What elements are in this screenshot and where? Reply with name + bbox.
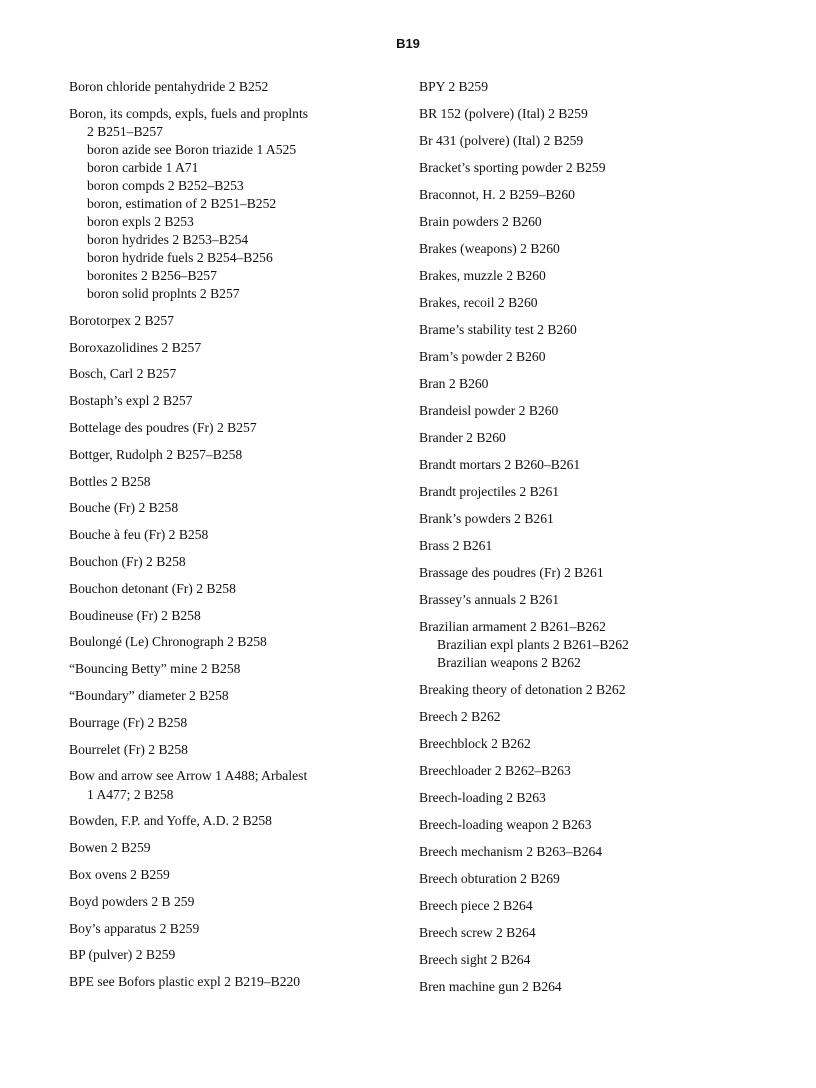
index-entry [69,473,399,491]
index-entry-heading: Boudineuse (Fr) 2 B258 [69,607,201,623]
index-entry-heading: BPE see Bofors plastic expl 2 B219–B220 [69,974,301,990]
index-entry [69,78,399,96]
index-entry [419,681,799,699]
index-entry-heading: Breech screw 2 B264 [419,925,536,940]
index-entry [419,978,799,996]
index-entry-heading: Brakes (weapons) 2 B260 [419,241,560,256]
index-subentry: boron solid proplnts 2 B257 [87,286,240,302]
index-entry [419,294,799,312]
index-entry-heading: Bouchon (Fr) 2 B258 [69,553,186,569]
index-entry [419,843,799,861]
index-entry [419,267,799,285]
index-entry [419,429,799,447]
index-subentry: boronites 2 B256–B257 [87,268,217,284]
index-entry [69,105,399,303]
index-entry-heading: Brassey’s annuals 2 B261 [419,592,560,607]
index-entry [69,446,399,464]
index-entry-heading: Brakes, muzzle 2 B260 [419,268,546,283]
index-entry [419,402,799,420]
index-entry [69,839,399,857]
index-entry-heading: Boy’s apparatus 2 B259 [69,920,200,936]
index-entry [69,526,399,544]
index-subentry: boron expls 2 B253 [87,214,194,230]
index-entry-heading: Breaking theory of detonation 2 B262 [419,682,626,697]
index-entry-heading: Bren machine gun 2 B264 [419,979,562,994]
index-entry [419,564,799,582]
index-entry [69,714,399,732]
index-entry [69,553,399,571]
index-entry-heading: Brander 2 B260 [419,430,506,445]
index-entry-heading: Box ovens 2 B259 [69,866,170,882]
page-number: B19 [396,36,420,51]
index-entry-heading: Breech 2 B262 [419,709,501,724]
index-entry-heading: Bottelage des poudres (Fr) 2 B257 [69,419,257,435]
index-entry [69,866,399,884]
index-entry [419,708,799,726]
index-entry-heading: Breechblock 2 B262 [419,736,531,751]
index-entry-heading: Brandeisl powder 2 B260 [419,403,559,418]
index-entry-heading: Borotorpex 2 B257 [69,312,174,328]
index-entry [69,973,399,991]
index-entry [419,618,799,672]
index-entry [69,893,399,911]
index-entry-heading: Bram’s powder 2 B260 [419,349,546,364]
index-entry-heading: Breech-loading weapon 2 B263 [419,817,592,832]
index-entry [69,392,399,410]
index-entry-heading: Bracket’s sporting powder 2 B259 [419,160,606,175]
index-entry [69,365,399,383]
index-entry-heading: Bottles 2 B258 [69,473,151,489]
index-entry-heading: Boyd powders 2 B 259 [69,893,195,909]
index-entry-heading: Breech sight 2 B264 [419,952,531,967]
index-subentry: boron carbide 1 A71 [87,160,199,176]
index-entry-heading: Bouchon detonant (Fr) 2 B258 [69,580,236,596]
index-entry [69,687,399,705]
index-entry [69,741,399,759]
index-entry-heading: Brame’s stability test 2 B260 [419,322,577,337]
index-entry-heading: Bosch, Carl 2 B257 [69,366,177,382]
index-entry-continuation: 1 A477; 2 B258 [87,786,174,802]
index-entry-heading: Br 431 (polvere) (Ital) 2 B259 [419,133,584,148]
index-entry-heading: Brass 2 B261 [419,538,493,553]
index-entry-heading: Bow and arrow see Arrow 1 A488; Arbalest [69,768,308,784]
index-entry [419,951,799,969]
index-entry [419,132,799,150]
index-entry [69,499,399,517]
index-entry [419,456,799,474]
index-entry-heading: Breechloader 2 B262–B263 [419,763,571,778]
index-entry [419,483,799,501]
index-entry [419,105,799,123]
index-entry [419,789,799,807]
index-entry [419,240,799,258]
index-subentry: Brazilian weapons 2 B262 [437,655,581,671]
index-entry [419,762,799,780]
index-entry-heading: Braconnot, H. 2 B259–B260 [419,187,575,202]
index-entry-heading: “Boundary” diameter 2 B258 [69,687,229,703]
index-entry-heading: Boroxazolidines 2 B257 [69,339,202,355]
index-entry [69,607,399,625]
index-entry [419,591,799,609]
index-subentry: Brazilian expl plants 2 B261–B262 [437,637,629,653]
index-entry [419,897,799,915]
index-entry-heading: Brassage des poudres (Fr) 2 B261 [419,565,604,580]
index-entry-heading: Brain powders 2 B260 [419,214,542,229]
index-entry-continuation: 2 B251–B257 [87,124,163,139]
index-entry-heading: Breech mechanism 2 B263–B264 [419,844,603,859]
index-entry [69,767,399,803]
index-entry [69,946,399,964]
index-entry [419,213,799,231]
index-entry-heading: BP (pulver) 2 B259 [69,947,176,963]
index-entry-heading: “Bouncing Betty” mine 2 B258 [69,661,241,677]
index-entry [419,159,799,177]
index-entry-heading: Breech piece 2 B264 [419,898,533,913]
index-entry [419,870,799,888]
index-entry [419,735,799,753]
index-entry-heading: Brazilian armament 2 B261–B262 [419,619,606,634]
index-entry-heading: Brakes, recoil 2 B260 [419,295,538,310]
index-entry [69,339,399,357]
index-entry-heading: Boulongé (Le) Chronograph 2 B258 [69,634,267,650]
index-entry-heading: Brandt projectiles 2 B261 [419,484,560,499]
index-entry-heading: Bouche à feu (Fr) 2 B258 [69,527,209,543]
index-entry [69,580,399,598]
index-entry-heading: Bostaph’s expl 2 B257 [69,393,193,409]
index-column-left [69,78,399,1000]
index-entry-heading: Bran 2 B260 [419,376,489,391]
index-entry [419,186,799,204]
index-entry [69,312,399,330]
index-subentry: boron azide see Boron triazide 1 A525 [87,142,297,158]
index-subentry: boron, estimation of 2 B251–B252 [87,196,277,212]
index-column-right [419,78,799,1005]
index-entry-heading: Bouche (Fr) 2 B258 [69,500,179,516]
index-entry-heading: Bourrelet (Fr) 2 B258 [69,741,188,757]
index-entry-heading: Bourrage (Fr) 2 B258 [69,714,188,730]
index-entry [419,510,799,528]
index-entry-heading: BR 152 (polvere) (Ital) 2 B259 [419,106,588,121]
index-entry-heading: Boron chloride pentahydride 2 B252 [69,79,269,94]
index-entry [69,660,399,678]
index-entry-heading: BPY 2 B259 [419,79,488,94]
index-entry [69,419,399,437]
index-subentry: boron hydride fuels 2 B254–B256 [87,250,273,266]
index-entry-heading: Bottger, Rudolph 2 B257–B258 [69,446,243,462]
index-entry [419,78,799,96]
index-entry [419,348,799,366]
index-entry-heading: Brank’s powders 2 B261 [419,511,554,526]
index-entry [419,816,799,834]
index-entry [419,375,799,393]
index-entry-heading: Brandt mortars 2 B260–B261 [419,457,581,472]
index-entry [419,924,799,942]
index-entry-heading: Breech-loading 2 B263 [419,790,546,805]
index-subentry: boron hydrides 2 B253–B254 [87,232,249,248]
index-entry-heading: Boron, its compds, expls, fuels and proplnts [69,105,309,121]
index-subentry: boron compds 2 B252–B253 [87,178,244,194]
index-entry [69,920,399,938]
index-entry-heading: Bowen 2 B259 [69,840,151,856]
index-entry [69,633,399,651]
index-entry [419,321,799,339]
index-entry [419,537,799,555]
index-entry-heading: Bowden, F.P. and Yoffe, A.D. 2 B258 [69,813,272,829]
index-entry [69,812,399,830]
index-entry-heading: Breech obturation 2 B269 [419,871,560,886]
